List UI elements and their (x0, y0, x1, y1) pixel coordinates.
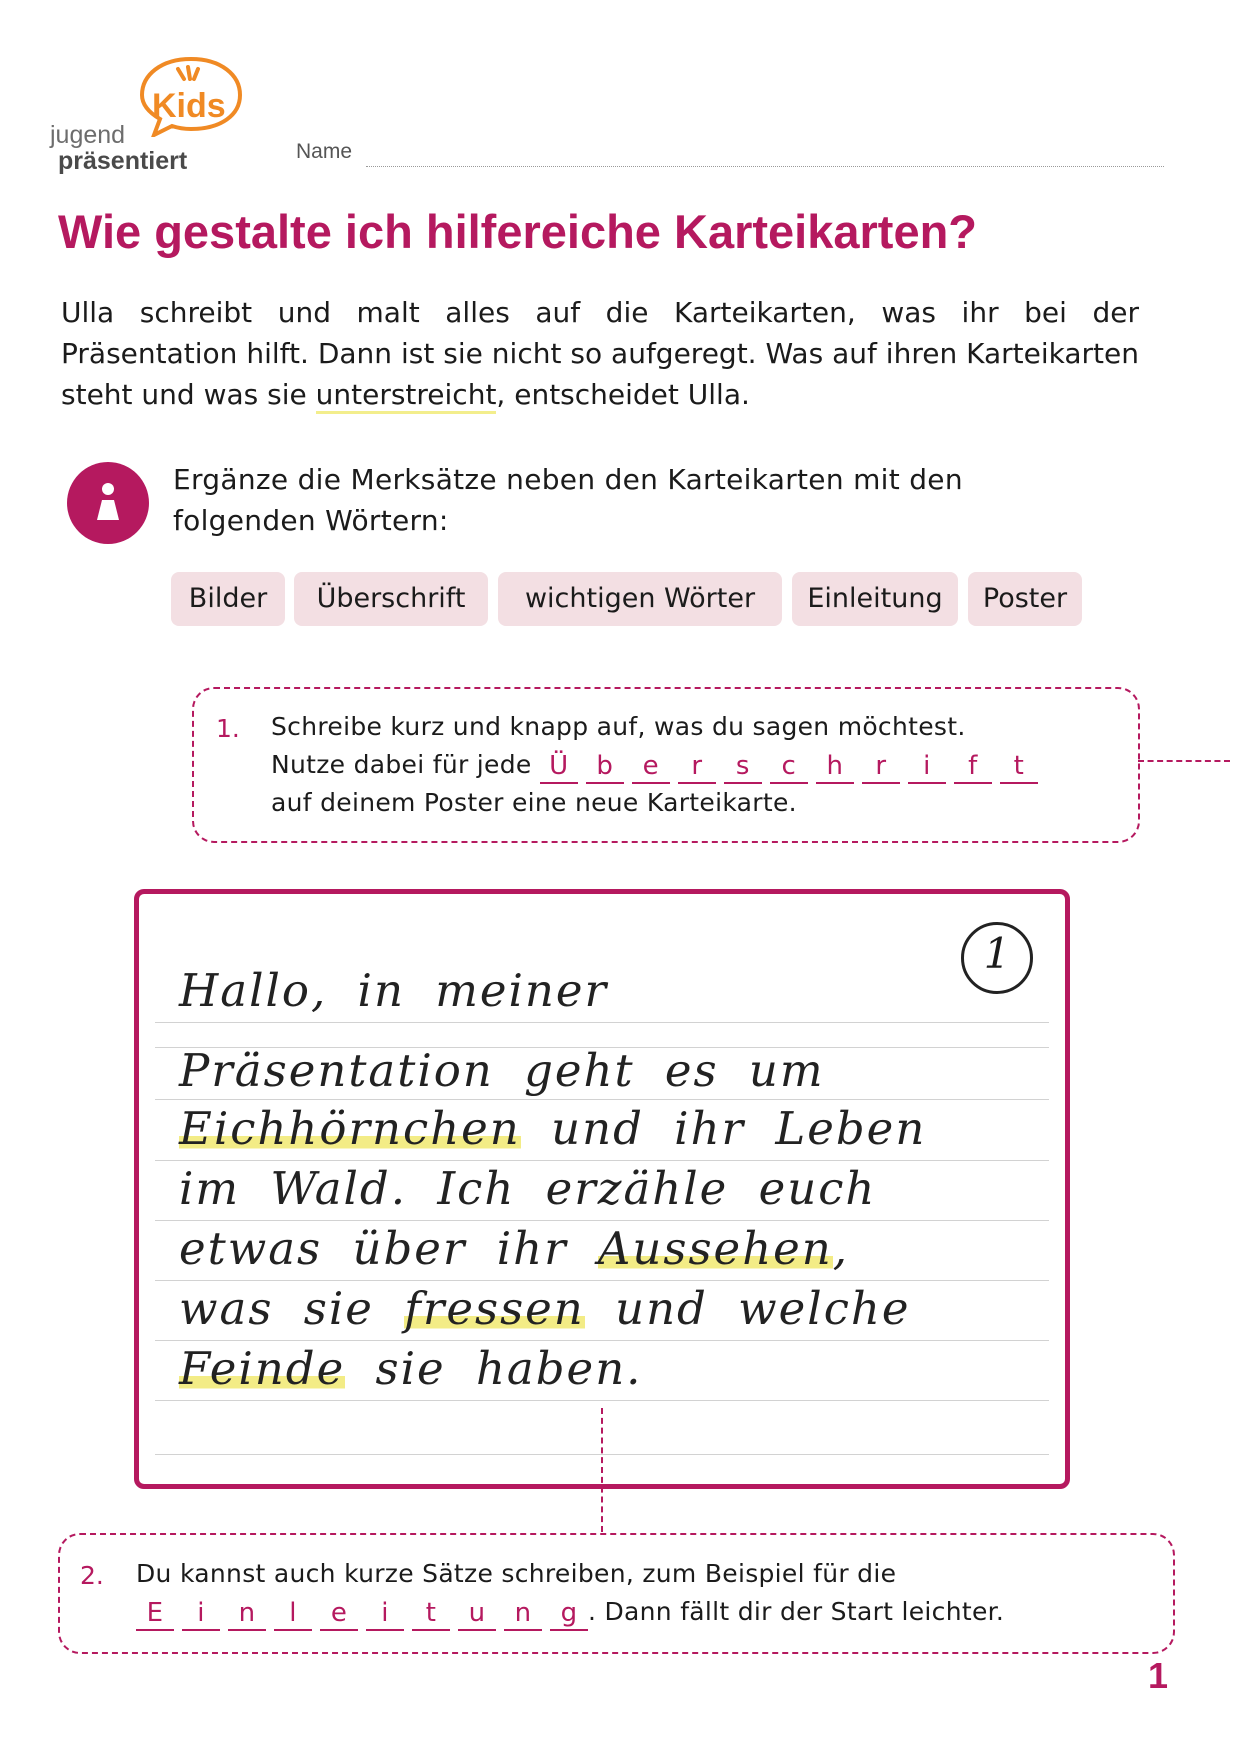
statement-line: Schreibe kurz und knapp auf, was du sagen möchtest. (271, 712, 966, 741)
statement-text (271, 708, 1131, 822)
ruled-line (155, 1022, 1049, 1023)
word-chip[interactable]: Einleitung (792, 572, 958, 626)
letter-gap[interactable]: t (1000, 750, 1038, 784)
letter-gap[interactable]: n (504, 1597, 542, 1631)
info-glyph-icon (67, 462, 149, 544)
ruled-line (155, 1400, 1049, 1401)
statement-line (136, 1593, 1156, 1631)
statement-line (271, 746, 1131, 784)
letter-gap[interactable]: b (586, 750, 624, 784)
letter-gap[interactable]: g (550, 1597, 588, 1631)
letter-gap[interactable]: l (274, 1597, 312, 1631)
letter-gaps (540, 750, 1038, 784)
statement-text (136, 1555, 1156, 1631)
word-chip[interactable]: Poster (968, 572, 1082, 626)
ruled-line (155, 1160, 1049, 1161)
ruled-line (155, 1340, 1049, 1341)
letter-gap[interactable]: i (366, 1597, 404, 1631)
logo (50, 55, 250, 175)
ruled-line (155, 1280, 1049, 1281)
connector-line (601, 1408, 603, 1532)
letter-gap[interactable]: r (862, 750, 900, 784)
intro-highlighted-word: unterstreicht (316, 378, 497, 414)
letter-gap[interactable]: u (458, 1597, 496, 1631)
name-label: Name (296, 140, 353, 163)
letter-gap[interactable]: i (908, 750, 946, 784)
logo-kids-text: Kids (152, 87, 226, 125)
statement-number: 1. (216, 714, 240, 743)
task-instruction: Ergänze die Merksätze neben den Karteikarten mit den folgenden Wörtern: (173, 463, 963, 537)
word-chip[interactable]: Überschrift (294, 572, 488, 626)
logo-praesentiert-text: präsentiert (58, 147, 188, 175)
word-chip[interactable]: wichtigen Wörter (498, 572, 782, 626)
intro-text-start: Ulla schreibt und malt alles auf die Karteikarten, was ihr bei der Präsentation hilft. Dann ist sie nicht so aufgeregt. Was auf ihren Karteikarten steht und was sie (61, 296, 1139, 411)
highlighted-word: fressen (404, 1282, 585, 1335)
statement-box-1 (192, 687, 1140, 843)
handwritten-line: etwas über ihr Aussehen, (179, 1222, 850, 1275)
statement-line: Du kannst auch kurze Sätze schreiben, zum Beispiel für die (136, 1559, 897, 1588)
page-number: 1 (1148, 1655, 1169, 1696)
letter-gap[interactable]: h (816, 750, 854, 784)
intro-paragraph (61, 292, 1139, 415)
name-field[interactable] (366, 166, 1164, 167)
handwritten-line: was sie fressen und welche (179, 1282, 911, 1335)
card-number-badge (961, 922, 1033, 994)
highlighted-word: Eichhörnchen (179, 1102, 521, 1155)
highlighted-word: Aussehen (597, 1222, 833, 1275)
index-card (134, 889, 1070, 1489)
letter-gap[interactable]: c (770, 750, 808, 784)
connector-line (1138, 760, 1230, 762)
card-number: 1 (983, 929, 1011, 978)
statement-number: 2. (80, 1561, 104, 1590)
intro-text-end: , entscheidet Ulla. (496, 378, 750, 411)
statement-line-suffix: . Dann fällt dir der Start leichter. (588, 1597, 1005, 1626)
letter-gap[interactable]: i (182, 1597, 220, 1631)
statement-line: auf deinem Poster eine neue Karteikarte. (271, 788, 797, 817)
letter-gaps (136, 1597, 588, 1631)
highlighted-word: Feinde (179, 1342, 346, 1395)
letter-gap[interactable]: r (678, 750, 716, 784)
letter-gap[interactable]: t (412, 1597, 450, 1631)
letter-gap[interactable]: e (632, 750, 670, 784)
letter-gap[interactable]: s (724, 750, 762, 784)
letter-gap[interactable]: E (136, 1597, 174, 1631)
ruled-line (155, 1220, 1049, 1221)
ruled-line (155, 1099, 1049, 1100)
letter-gap[interactable]: e (320, 1597, 358, 1631)
letter-gap[interactable]: Ü (540, 750, 578, 784)
statement-box-2 (58, 1533, 1175, 1654)
handwritten-line: im Wald. Ich erzähle euch (179, 1162, 877, 1215)
info-icon (67, 462, 149, 544)
handwritten-line: Präsentation geht es um (179, 1044, 825, 1097)
logo-jugend-text: jugend (50, 121, 126, 149)
statement-line-prefix: Nutze dabei für jede (271, 750, 532, 779)
page-title: Wie gestalte ich hilfereiche Karteikarten? (58, 205, 978, 258)
handwritten-line: Hallo, in meiner (179, 964, 609, 1017)
letter-gap[interactable]: f (954, 750, 992, 784)
handwritten-line: Feinde sie haben. (179, 1342, 643, 1395)
word-chip[interactable]: Bilder (171, 572, 285, 626)
letter-gap[interactable]: n (228, 1597, 266, 1631)
handwritten-line: Eichhörnchen und ihr Leben (179, 1102, 927, 1155)
